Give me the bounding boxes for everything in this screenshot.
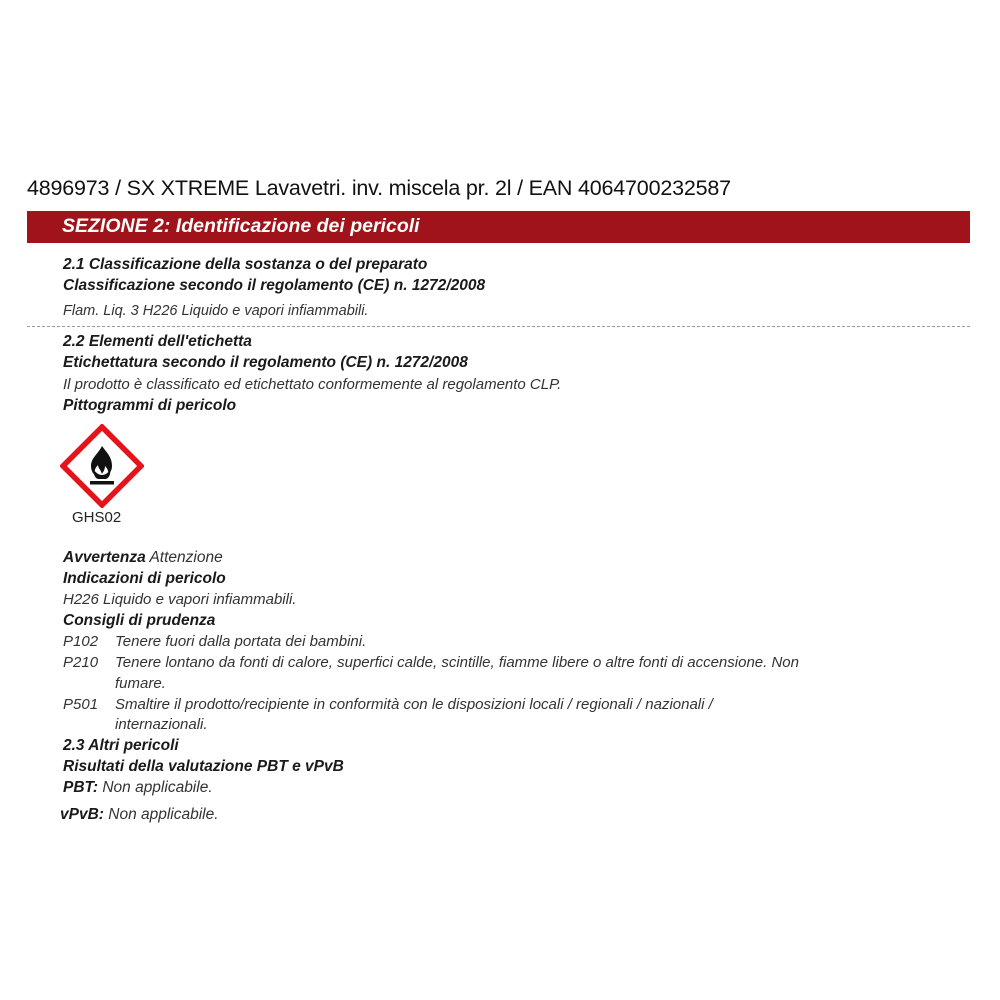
vpvb-row — [60, 806, 219, 824]
precaution-text: Tenere lontano da fonti di calore, superfici calde, scintille, fiamme libere o altre fonti di accensione. Non — [115, 654, 799, 671]
vpvb-label: vPvB: — [60, 806, 104, 823]
heading-2-1: 2.1 Classificazione della sostanza o del preparato — [63, 256, 428, 273]
flame-pictogram-icon — [60, 424, 144, 508]
precaution-item — [63, 696, 713, 714]
vpvb-value: Non applicabile. — [108, 806, 219, 823]
product-line: 4896973 / SX XTREME Lavavetri. inv. miscela pr. 2l / EAN 4064700232587 — [27, 176, 731, 200]
section-title: SEZIONE 2: Identificazione dei pericoli — [62, 215, 420, 237]
precaution-code: P102 — [63, 633, 99, 650]
pbt-label: PBT: — [63, 779, 99, 796]
precaution-item — [63, 633, 366, 651]
pbt-value: Non applicabile. — [102, 779, 213, 796]
heading-2-3: 2.3 Altri pericoli — [63, 737, 179, 754]
subheading-2-1: Classificazione secondo il regolamento (CE) n. 1272/2008 — [63, 277, 486, 294]
pictograms-heading: Pittogrammi di pericolo — [63, 397, 237, 414]
section-divider — [27, 326, 970, 327]
hazard-heading: Indicazioni di pericolo — [63, 570, 226, 587]
subheading-2-2: Etichettatura secondo il regolamento (CE) n. 1272/2008 — [63, 354, 468, 371]
precaution-code: P210 — [63, 654, 99, 671]
precaution-item — [63, 654, 799, 672]
signal-word-value: Attenzione — [149, 549, 223, 566]
classification-text: Flam. Liq. 3 H226 Liquido e vapori infiammabili. — [63, 303, 369, 319]
precaution-code: P501 — [63, 696, 99, 713]
hazard-statement: H226 Liquido e vapori infiammabili. — [63, 591, 297, 608]
section-2-header — [27, 211, 970, 243]
heading-2-2: 2.2 Elementi dell'etichetta — [63, 333, 252, 350]
precaution-text: Tenere fuori dalla portata dei bambini. — [115, 633, 367, 650]
pbt-row — [63, 779, 213, 797]
signal-word-label: Avvertenza — [63, 549, 146, 566]
precaution-text-cont: internazionali. — [115, 716, 208, 733]
signal-word-row — [63, 549, 223, 567]
precaution-text-cont: fumare. — [115, 675, 166, 692]
precaution-heading: Consigli di prudenza — [63, 612, 216, 629]
clp-note: Il prodotto è classificato ed etichettato conformemente al regolamento CLP. — [63, 376, 562, 393]
pictogram-code: GHS02 — [72, 509, 122, 526]
precaution-text: Smaltire il prodotto/recipiente in conformità con le disposizioni locali / regionali / nazionali / — [115, 696, 713, 713]
subheading-2-3: Risultati della valutazione PBT e vPvB — [63, 758, 344, 775]
